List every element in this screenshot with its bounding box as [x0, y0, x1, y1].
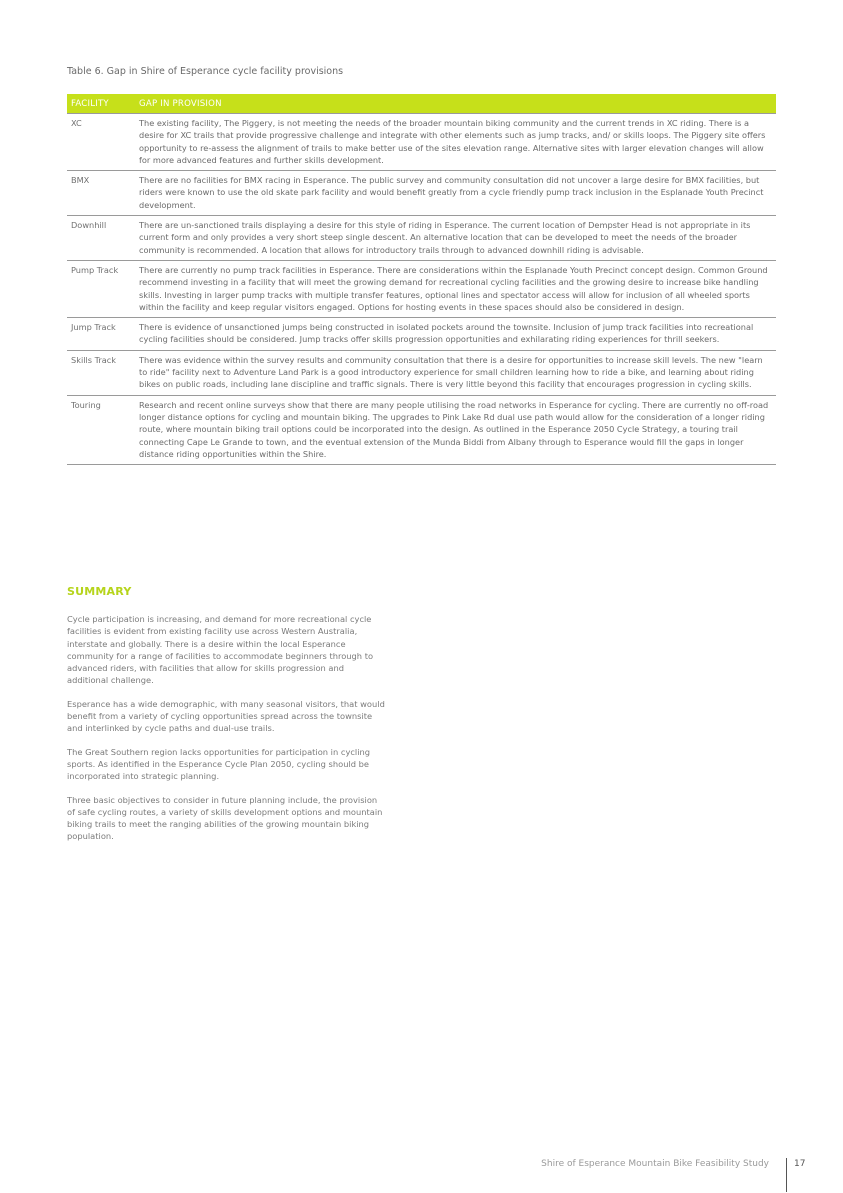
summary-body: [67, 613, 387, 854]
gap-cell: The existing facility, The Piggery, is not meeting the needs of the broader mountain biking community and the current trends in XC riding. There is a desire for XC trails that provide progressive challenge and integrate with other elements such as jump tracks, and/ or skills loops. The Piggery site offers opportunity to re-assess the alignment of trails to make better use of the sites elevation range. Alternative sites with larger elevation changes will allow for more advanced features and further skills development.: [139, 118, 766, 165]
table-row: [67, 351, 776, 396]
facility-cell: XC: [71, 118, 82, 128]
facility-cell: Downhill: [71, 220, 107, 231]
table-header-row: [67, 94, 776, 114]
facility-cell: Pump Track: [71, 264, 119, 275]
gap-cell: There are un-sanctioned trails displaying a desire for this style of riding in Esperance. The current location of Dempster Head is not appropriate in its current form and only provides a very short steep single descent. An alternative location that can be developed to meet the needs of the broader community is recommended. A location that allows for introductory trails through to advanced downhill riding is advisable.: [139, 220, 751, 255]
table-row: [67, 396, 776, 465]
header-gap: GAP IN PROVISION: [139, 98, 222, 109]
table-row: [67, 261, 776, 318]
summary-paragraph: Cycle participation is increasing, and demand for more recreational cycle facilities is evident from existing facility use across Western Australia, interstate and globally. There is a desire within the local Esperance community for a range of facilities to accommodate beginners through to advanced riders, with facilities that allow for skills progression and additional challenge.: [67, 614, 374, 686]
table-row: [67, 318, 776, 351]
gap-cell: There is evidence of unsanctioned jumps being constructed in isolated pockets around the townsite. Inclusion of jump track facilities into recreational cycling facilities should be considered. Jump tracks offer skills progression opportunities and exhilarating riding experiences for thrill seekers.: [139, 322, 754, 345]
facility-cell: Touring: [71, 399, 101, 410]
gap-cell: Research and recent online surveys show that there are many people utilising the road networks in Esperance for cycling. There are currently no off-road longer distance options for cycling and mountain biking. The upgrades to Pink Lake Rd dual use path would allow for the consideration of a longer riding route, where mountain biking trail options could be incorporated into the design. As outlined in the Esperance 2050 Cycle Strategy, a touring trail connecting Cape Le Grande to town, and the eventual extension of the Munda Biddi from Albany through to Esperance would fill the gaps in longer distance riding opportunities within the Shire.: [139, 399, 769, 459]
footer-title: Shire of Esperance Mountain Bike Feasibility Study: [541, 1159, 769, 1169]
facility-cell: Skills Track: [71, 354, 117, 365]
page-number: 17: [794, 1159, 806, 1169]
gap-cell: There are no facilities for BMX racing in Esperance. The public survey and community consultation did not uncover a large desire for BMX facilities, but riders were known to use the old skate park facility and would benefit greatly from a cycle friendly pump track inclusion in the Esplanade Youth Precinct development.: [139, 175, 764, 210]
table-row: [67, 171, 776, 216]
facility-cell: BMX: [71, 175, 90, 186]
summary-heading: SUMMARY: [67, 585, 132, 598]
summary-paragraph: The Great Southern region lacks opportunities for participation in cycling sports. As identified in the Esperance Cycle Plan 2050, cycling should be incorporated into strategic planning.: [67, 746, 371, 782]
facility-gap-table: [67, 94, 776, 465]
facility-cell: Jump Track: [71, 322, 116, 333]
header-facility: FACILITY: [71, 98, 109, 109]
footer-divider: [786, 1158, 787, 1192]
gap-cell: There was evidence within the survey results and community consultation that there is a desire for opportunities to increase skill levels. The new "learn to ride" facility next to Adventure Land Park is a good introductory experience for small children learning how to ride a bike, and learning about riding bikes on public roads, including lane discipline and traffic signals. There is very little beyond this facility that encourages progression in cycling skills.: [139, 354, 763, 390]
summary-paragraph: Three basic objectives to consider in future planning include, the provision of safe cycling routes, a variety of skills development options and mountain biking trails to meet the ranging abilities of the growing mountain biking population.: [67, 794, 383, 842]
table-caption: Table 6. Gap in Shire of Esperance cycle facility provisions: [67, 66, 344, 77]
table-row: [67, 114, 776, 171]
summary-paragraph: Esperance has a wide demographic, with many seasonal visitors, that would benefit from a variety of cycling opportunities spread across the townsite and interlinked by cycle paths and dual-use trails.: [67, 698, 385, 734]
gap-cell: There are currently no pump track facilities in Esperance. There are considerations within the Esplanade Youth Precinct concept design. Common Ground recommend investing in a facility that will meet the growing demand for recreational cycling facilities and the growing desire to increase bike handling skills. Investing in larger pump tracks with multiple transfer features, optional lines and spectator access will allow for inclusion of all wheeled sports within the facility and keep regular visitors engaged. Options for hosting events in these spaces should also be considered in design.: [139, 264, 768, 312]
table-row: [67, 216, 776, 261]
